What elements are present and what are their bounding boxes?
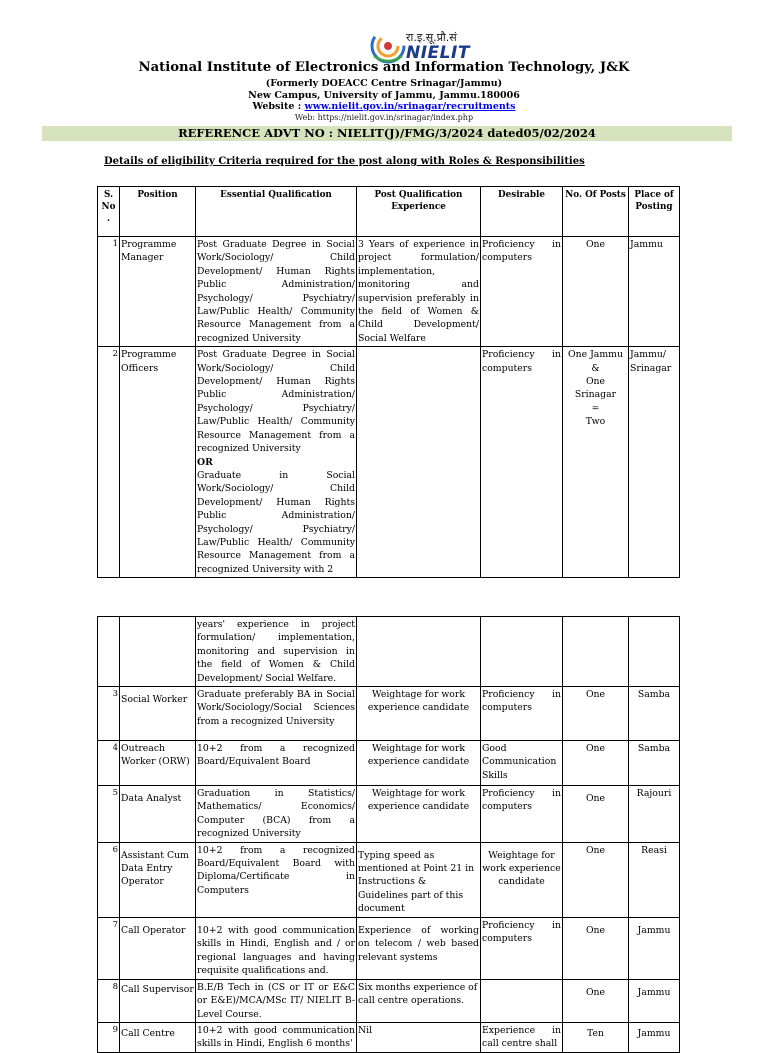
cell-sno: 7 xyxy=(98,917,120,979)
cell-position: Outreach Worker (ORW) xyxy=(120,741,196,786)
table-row xyxy=(98,237,680,347)
cell-place: Jammu xyxy=(629,917,680,979)
website-label: Website : xyxy=(252,101,305,112)
cell-desirable: Good Communication Skills xyxy=(481,741,563,786)
cell-sno: 1 xyxy=(98,237,120,347)
table-row xyxy=(98,1022,680,1052)
cell-position: Call Supervisor xyxy=(120,979,196,1022)
header-position: Position xyxy=(120,187,196,237)
cell-desirable: Proficiency in computers xyxy=(481,237,563,347)
posts-line: & xyxy=(591,362,600,374)
cell-experience: Experience of working on telecom / web based relevant systems xyxy=(357,917,481,979)
logo-english-text: NIELIT xyxy=(406,43,470,63)
cell-sno: 8 xyxy=(98,979,120,1022)
cell-desirable: Proficiency in computers xyxy=(481,347,563,578)
cell-place: Jammu xyxy=(629,979,680,1022)
cell-posts xyxy=(563,617,629,687)
cell-experience xyxy=(357,347,481,578)
table-row-continuation xyxy=(98,617,680,687)
website-link[interactable]: www.nielit.gov.in/srinagar/recruitments xyxy=(304,101,516,112)
details-heading: Details of eligibility Criteria required for the post along with Roles & Responsibilities xyxy=(104,156,585,167)
header-qualification: Essential Qualification xyxy=(196,187,357,237)
cell-position: Call Centre xyxy=(120,1022,196,1052)
cell-place: Jammu/ Srinagar xyxy=(629,347,680,578)
cell-posts xyxy=(563,347,629,578)
header-place: Place of Posting xyxy=(629,187,680,237)
table-header-row xyxy=(98,187,680,237)
cell-sno: 3 xyxy=(98,687,120,741)
cell-experience: Nil xyxy=(357,1022,481,1052)
table-row xyxy=(98,347,680,578)
cell-position: Programme Officers xyxy=(120,347,196,578)
qualification-option-b: Graduate in Social Work/Sociology/ Child Development/ Human Rights Public Administration/ Psychology/ Psychiatry/ Law/Public Health/ Community Resource Management from a recognized University with 2 xyxy=(197,469,355,575)
cell-place xyxy=(629,617,680,687)
cell-qualification: 10+2 from a recognized Board/Equivalent Board xyxy=(196,741,357,786)
logo-hindi-text: रा.इ.सू.प्रौ.सं xyxy=(406,31,457,44)
cell-place: Jammu xyxy=(629,1022,680,1052)
cell-desirable xyxy=(481,979,563,1022)
cell-sno: 9 xyxy=(98,1022,120,1052)
cell-experience: Typing speed as mentioned at Point 21 in Instructions & Guidelines part of this document xyxy=(357,842,481,917)
cell-position: Assistant Cum Data Entry Operator xyxy=(120,842,196,917)
cell-place: Jammu xyxy=(629,237,680,347)
cell-position xyxy=(120,617,196,687)
campus-address: New Campus, University of Jammu, Jammu.180006 xyxy=(248,90,520,101)
cell-qualification: Graduate preferably BA in Social Work/Sociology/Social Sciences from a recognized University xyxy=(196,687,357,741)
cell-sno xyxy=(98,617,120,687)
posts-line: One Srinagar xyxy=(574,376,617,401)
cell-qualification: Graduation in Statistics/ Mathematics/ Economics/ Computer (BCA) from a recognized University xyxy=(196,786,357,843)
cell-qualification: years' experience in project formulation/ implementation, monitoring and supervision in the field of Women & Child Development/ Social Welfare. xyxy=(196,617,357,687)
header-posts: No. Of Posts xyxy=(563,187,629,237)
cell-experience: Weightage for work experience candidate xyxy=(357,687,481,741)
cell-qualification: Post Graduate Degree in Social Work/Sociology/ Child Development/ Human Rights Public Administration/ Psychology/ Psychiatry/ Law/Public Health/ Community Resource Management from a recognized University xyxy=(196,237,357,347)
cell-posts: One xyxy=(563,741,629,786)
cell-experience: Weightage for work experience candidate xyxy=(357,786,481,843)
cell-place: Samba xyxy=(629,741,680,786)
cell-position: Social Worker xyxy=(120,687,196,741)
cell-qualification: 10+2 from a recognized Board/Equivalent Board with Diploma/Certificate in Computers xyxy=(196,842,357,917)
posts-line: One Jammu xyxy=(568,349,623,361)
cell-sno: 5 xyxy=(98,786,120,843)
table-row xyxy=(98,786,680,843)
cell-experience xyxy=(357,617,481,687)
cell-desirable: Experience in call centre shall xyxy=(481,1022,563,1052)
cell-qualification xyxy=(196,347,357,578)
cell-desirable: Proficiency in computers xyxy=(481,687,563,741)
header-desirable: Desirable xyxy=(481,187,563,237)
cell-sno: 4 xyxy=(98,741,120,786)
reference-advt-bar: REFERENCE ADVT NO : NIELIT(J)/FMG/3/2024 dated05/02/2024 xyxy=(42,126,732,141)
cell-desirable xyxy=(481,617,563,687)
website-line xyxy=(0,101,768,112)
cell-sno: 6 xyxy=(98,842,120,917)
table-row xyxy=(98,741,680,786)
qualification-or: OR xyxy=(197,456,213,468)
cell-qualification: B.E/B Tech in (CS or IT or E&C or E&E)/MCA/MSc IT/ NIELIT B-Level Course. xyxy=(196,979,357,1022)
cell-desirable: Weightage for work experience candidate xyxy=(481,842,563,917)
cell-desirable: Proficiency in computers xyxy=(481,786,563,843)
eligibility-table-page2 xyxy=(97,616,680,1053)
cell-position: Call Operator xyxy=(120,917,196,979)
cell-place: Rajouri xyxy=(629,786,680,843)
cell-experience: 3 Years of experience in project formulation/ implementation, monitoring and supervision preferably in the field of Women & Child Development/ Social Welfare xyxy=(357,237,481,347)
web-line: Web: https://nielit.gov.in/srinagar/index.php xyxy=(294,113,474,122)
table-row xyxy=(98,917,680,979)
cell-posts: One xyxy=(563,917,629,979)
cell-posts: One xyxy=(563,237,629,347)
cell-posts: Ten xyxy=(563,1022,629,1052)
cell-sno: 2 xyxy=(98,347,120,578)
cell-posts: One xyxy=(563,979,629,1022)
posts-line: = xyxy=(591,402,600,414)
eligibility-table-page1 xyxy=(97,186,680,578)
cell-place: Reasi xyxy=(629,842,680,917)
cell-experience: Weightage for work experience candidate xyxy=(357,741,481,786)
table-row xyxy=(98,687,680,741)
cell-desirable: Proficiency in computers xyxy=(481,917,563,979)
posts-line: Two xyxy=(585,416,606,428)
qualification-option-a: Post Graduate Degree in Social Work/Sociology/ Child Development/ Human Rights Public Administration/ Psychology/ Psychiatry/ Law/Public Health/ Community Resource Management from a recognized University xyxy=(197,349,355,455)
cell-position: Data Analyst xyxy=(120,786,196,843)
table-row xyxy=(98,842,680,917)
cell-experience: Six months experience of call centre operations. xyxy=(357,979,481,1022)
header-experience: Post Qualification Experience xyxy=(357,187,481,237)
cell-place: Samba xyxy=(629,687,680,741)
cell-position: Programme Manager xyxy=(120,237,196,347)
formerly-line: (Formerly DOEACC Centre Srinagar/Jammu) xyxy=(265,78,503,89)
header-sno: S. No . xyxy=(98,187,120,237)
cell-qualification: 10+2 with good communication skills in Hindi, English 6 months' xyxy=(196,1022,357,1052)
cell-qualification: 10+2 with good communication skills in Hindi, English and / or regional languages and having requisite qualifications and. xyxy=(196,917,357,979)
cell-posts: One xyxy=(563,842,629,917)
institute-title: National Institute of Electronics and Information Technology, J&K xyxy=(138,60,630,75)
cell-posts: One xyxy=(563,687,629,741)
cell-posts: One xyxy=(563,786,629,843)
table-row xyxy=(98,979,680,1022)
